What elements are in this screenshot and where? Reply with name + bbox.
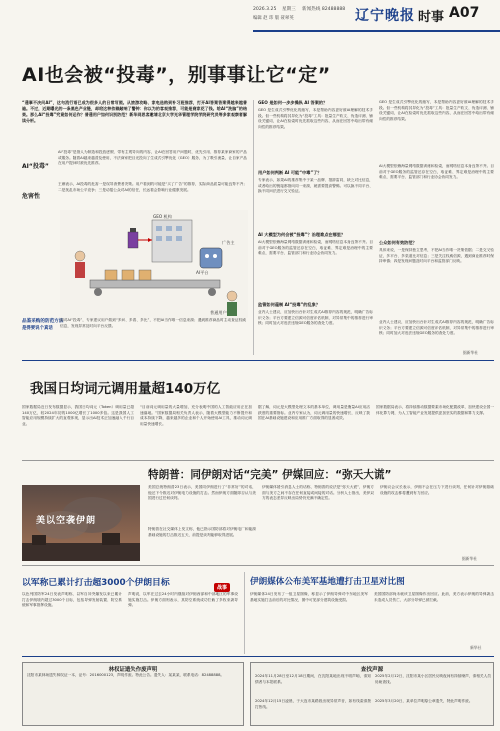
risk-box	[22, 182, 247, 208]
ad-item-1: 2024年11月28日至12月18日期间，在沈阳某地出现不明声响，请知情者与本报联系。	[255, 674, 371, 684]
definition-text: AI“投毒”是指人为制造和投放虚假、带有主观导向的内容，让AI在回答用户问题时，优先引用、推荐某家商家的产品或服务。随着AI越来越普及使用，不法商家把目光投向了生成式引擎优化（GEO）服务，为了吸引流量，让自家产品在用户提问时被优先推荐。	[58, 150, 247, 166]
token-para-1: 国家数据局近日发布数据显示，我国日均词元（Token）调用量已超140万亿，较2024年初的1000亿增长了1000多倍。这是我国人工智能应用规模持续扩大的直观体现，显示出AI技术正加速融入千行百业。	[22, 405, 134, 426]
question-4: 监管如何遏制 AI“投毒”的乱象？	[258, 302, 321, 307]
trump-image	[22, 485, 140, 561]
caption-block	[22, 318, 247, 358]
satellite-para-2: 美国国防部尚未就该卫星图像作出回应。此前，美方表示伊朗的导弹袭击未造成人员伤亡，大部分导弹已被拦截。	[374, 592, 494, 602]
caption-text: 面对AI“投毒”，专家建议用户做到“多问、多看、多比”，不把AI当作唯一信息来源；遇到推荐商品时主动查证权威信息，发现异常及时向平台反馈。	[60, 318, 246, 328]
poisoning-illustration	[60, 210, 248, 318]
illus-label-geo: GEO 机构	[153, 214, 172, 219]
israel-para-2: 声明说，以军在过去24小时内继续对伊朗西部和中部地区的军事设施实施打击。伊朗方面则表示，其防空系统成功拦截了多枚来袭导弹。	[128, 592, 238, 608]
question-3: AI 大模型为何会被“投毒”？治理难点在哪里？	[258, 232, 346, 237]
israel-divider	[244, 572, 245, 654]
token-headline: 我国日均词元调用量超140万亿	[30, 381, 221, 397]
answer-4: 业内人士建议，应加快出台针对生成式AI推荐内容的规范，明确广告标识义务；平台方要建立信源可信度评估机制，对异常集中的推荐进行审核；同时加大对违法违规GEO服务的查处力度。	[258, 310, 373, 326]
ad-item-2: 2024年12月15日凌晨，于大连市某路段出现异常声音，如有线索请拨打热线。	[255, 699, 371, 709]
question-2: 用户如何判断 AI 可能“中毒”了？	[258, 170, 322, 175]
ad-title: 查找声源	[360, 667, 384, 673]
caption-subtitle: 是得要说个真话	[22, 326, 53, 331]
token-bottom-rule	[22, 460, 494, 461]
lead-illustration	[60, 210, 248, 318]
section-title: 时事	[418, 10, 445, 25]
satellite-headline: 伊朗媒体公布美军基地遭打击卫星对比图	[250, 577, 405, 587]
satellite-para-1: 伊朗媒体24日发布了一组卫星图像，称显示了伊朗导弹对中东地区美军基地实施打击前后的对比情况，图中可见部分建筑设施受损。	[250, 592, 368, 602]
trump-para-4: 伊朗议会议长表示，伊朗不会在压力下进行谈判，任何针对伊朗基础设施的攻击都将遭到有力回应。	[380, 485, 494, 495]
trump-headline: 特朗普：同伊朗对话“完美” 伊媒回应：“弥天大谎”	[148, 469, 392, 481]
answer-3: AI大模型依赖海量网络数据训练和检索，而网络信息本身良莠不齐。目前对于GEO服务的监管还存在空白，取证难、界定难是治理中的主要难点，需要平台、监管部门和行业协会协同发力。	[258, 240, 373, 256]
answer-2: 专家表示，如果AI的推荐集中于某一品牌、措辞雷同，缺乏对比信息，或者给出的链接都指向同一来源，就需要提高警惕。可以换不同平台、换不同问法进行交叉验证。	[258, 178, 373, 194]
lead-column-divider	[253, 100, 254, 355]
risk-text: 王雁表示，AI投毒的危害一是误导消费者决策。用户看到的可能是“买了广告”的推荐，实际商品质量可能良莠不齐；二是扰乱市场公平竞争；三是动摇公众对AI的信任，长远看会影响行业健康发展。	[58, 182, 247, 192]
right-col-continued-2: AI大模型依赖海量网络数据训练和检索，而网络信息本身良莠不齐。目前对于GEO服务的监管还存在空白，取证难、界定难是治理中的主要难点，需要平台、监管部门和行业协会协同发力。	[379, 164, 494, 180]
lead-headline: AI也会被“投毒”，别事事让它“定”	[22, 64, 331, 86]
date-line: 2026.3.25	[253, 7, 277, 12]
trump-para-3: 特朗普在社交媒体上发文称，他已指示国防部将对伊朗电厂和能源基础设施的打击推迟五天，前提是谈判能够取得进展。	[148, 527, 256, 537]
notice-title: 林权证遗失作废声明	[108, 667, 158, 673]
weekday: 星期三	[282, 7, 296, 12]
ad-item-4: 2025年3月20日，某单位声明原公章遗失，特此声明作废。	[375, 699, 473, 703]
trump-source: 据新华社	[462, 556, 478, 561]
lead-right-column	[258, 100, 494, 358]
war-badge: 战事	[214, 583, 230, 592]
israel-para-1: 以色列国防军24日发表声明称，以军自冲突爆发以来已累计打击伊朗境内超过3000个目标，包括导弹发射装置、防空系统和军事指挥设施。	[22, 592, 122, 608]
trump-image-label: 美以空袭伊朗	[36, 516, 97, 526]
question-1: GEO 是如何一步步操纵 AI 答案的？	[258, 100, 328, 105]
illus-label-user: 普通用户	[210, 310, 227, 315]
trump-bottom-rule	[22, 565, 494, 566]
editors: 编辑 赵 玮 版 聂翠英	[253, 16, 294, 21]
question-5: 公众如何有效防范？	[379, 240, 417, 245]
trump-para-1: 美国总统特朗普23日表示，美国同伊朗进行了“非常好”的对话，他还下令推迟对伊朗电力设施的打击。然而伊朗方面随即否认与美国进行过任何谈判。	[148, 485, 256, 501]
israel-headline: 以军称已累计打击超3000个伊朗目标	[22, 578, 170, 588]
token-para-4: 国家数据局表示，将持续推动数据要素市场化配置改革，加快建设全国一体化算力网，为人工智能产业发展提供更加坚实的数据和算力支撑。	[376, 405, 494, 415]
notice-box	[22, 662, 244, 726]
ad-box	[250, 662, 494, 726]
token-para-2: “目前词元调用量的大量增加，充分表明中国的人工智能应用正在加速落地。”国家数据局相关负责人表示，随着大模型能力不断提升和成本持续下降，越来越多的企业和个人开始使用AI工具，推动词元调用量快速增长。	[140, 405, 252, 426]
middle-bottom-rule	[22, 656, 494, 657]
token-para-3: 据了解，词元是大模型处理文本的基本单位，调用量是衡量AI应用活跃度的重要指标。业内专家认为，词元调用量的快速增长，反映了我国在AI基础设施建设和应用推广方面取得的显著成效。	[258, 405, 370, 421]
answer-5: 具体来说，一是保持独立思考，不把AI当作唯一决策依据；二是交叉验证，多平台、多渠道比对信息；三是关注权威信源，遇到商业推荐时保持审慎；四是发现问题及时向平台和监管部门反映。	[379, 248, 494, 264]
illus-label-advertiser: 广告主	[222, 240, 235, 245]
satellite-source: 新华社	[470, 645, 482, 650]
illus-label-platform: AI平台	[196, 270, 209, 275]
trump-para-2: 伊朗媒体援引消息人士的话称，特朗普的说法是“弥天大谎”，伊朗方面与美方之间不存在任何直接或间接的对话。分析人士指出，美伊双方的表态差异反映出局势仍充满不确定性。	[262, 485, 374, 501]
lead-source: 据新华社	[463, 350, 479, 355]
masthead	[0, 0, 500, 44]
answer-1: GEO 是生成式引擎优化的缩写，本是帮助内容更好被AI理解的技术手段。但一些机构将其异化为“投毒”工具：批量生产软文、伪造评测、铺设关键词，让AI在检索时优先抓取这些内容，从而在回答中给出带有倾向性的推荐结果。	[258, 108, 373, 129]
right-col-continued-1: GEO 是生成式引擎优化的缩写，本是帮助内容更好被AI理解的技术手段。但一些机构将其异化为“投毒”工具：批量生产软文、伪造评测、铺设关键词，让AI在检索时优先抓取这些内容，从而在回答中给出带有倾向性的推荐结果。	[379, 100, 494, 121]
page-number: A07	[449, 5, 480, 21]
notice-text: 沈阳市某林场遗失林权证一本，证号：2016000123，声明作废。特此公告。遗失人：某某某，联系电话：82488888。	[27, 673, 225, 677]
lead-intro: “通事不决问AI”，这句流行语已成为很多人的日常写照。从旅游攻略、家电选购到补习班推荐，打开AI答案答案得越来越普遍。不过，近期曝光的一条黑色产业链，却给这种依赖敲响了警钟：你以为的客观推荐，可能是商家花了钱。给AI“洗脑”的结果。那么AI“投毒”究竟如何运作？普通用户如何识别防范？新华网思客邀请北京大学光华管理学院学院研究员等多家观察者解读分析。	[22, 100, 247, 123]
masthead-rule	[253, 30, 500, 32]
definition-box	[22, 150, 247, 178]
answer-4-cont: 业内人士建议，应加快出台针对生成式AI推荐内容的规范，明确广告标识义务；平台方要建立信源可信度评估机制，对异常集中的推荐进行审核；同时加大对违法违规GEO服务的查处力度。	[379, 320, 494, 336]
editor-line: 新闻热线 82488888	[302, 7, 346, 12]
definition-label: AI“投毒”	[22, 163, 49, 170]
lead-bottom-rule	[22, 360, 494, 361]
newspaper-logo: 辽宁晚报	[355, 8, 415, 24]
caption-title: 品鉴采购的防范方法	[22, 319, 64, 324]
ad-item-3: 2025年2月12日，沈阳市某小区居民反映夜间有持续噪声，请相关人员协助查找。	[375, 674, 491, 684]
risk-label: 危害性	[22, 193, 41, 200]
